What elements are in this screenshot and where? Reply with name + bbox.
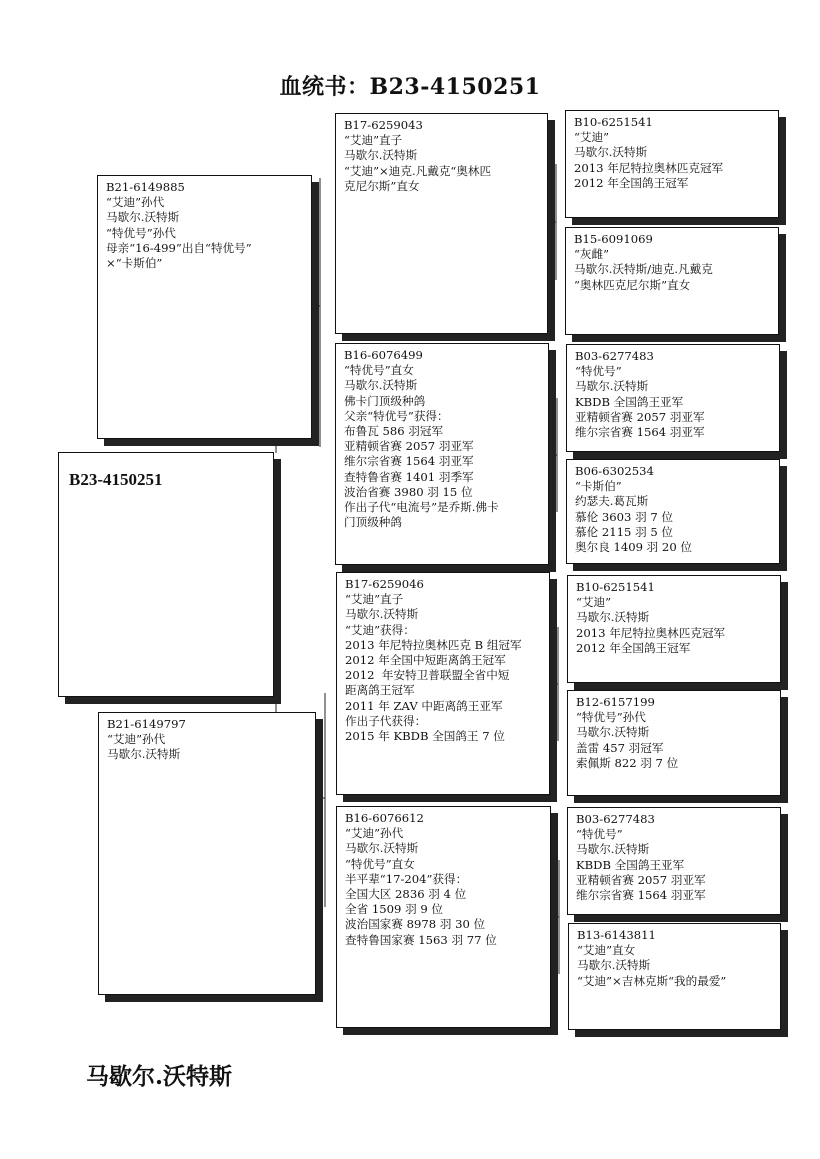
pedigree-line: 马歇尔.沃特斯	[576, 725, 650, 740]
pedigree-line: 亚精顿省赛 2057 羽亚军	[576, 872, 706, 887]
pedigree-line: 布鲁瓦 586 羽冠军	[344, 424, 444, 439]
ring-number: B17-6259046	[345, 577, 424, 591]
pedigree-line: 盖雷 457 羽冠军	[576, 740, 664, 755]
pedigree-line: 马歇尔.沃特斯	[106, 210, 180, 225]
great-grandparent-box-3	[566, 344, 780, 452]
pedigree-line: 维尔宗省赛 1564 羽亚军	[575, 425, 705, 440]
ring-number: B21-6149885	[106, 180, 185, 194]
ring-number: B03-6277483	[575, 349, 654, 363]
pedigree-line: KBDB 全国鸽王亚军	[575, 394, 684, 409]
pedigree-line: 马歇尔.沃特斯	[575, 379, 649, 394]
pedigree-line: 马歇尔.沃特斯	[344, 148, 418, 163]
pedigree-line: “艾迪”	[576, 595, 612, 610]
pedigree-line: 佛卡门顶级种鸽	[344, 393, 426, 408]
pedigree-line: “艾迪”直女	[577, 943, 636, 958]
pedigree-line: “艾迪”孙代	[107, 732, 166, 747]
pedigree-line: “艾迪”孙代	[345, 826, 404, 841]
pedigree-line: 作出子代“电流号”是乔斯.佛卡	[344, 500, 499, 515]
pedigree-line: 作出子代获得：	[345, 713, 427, 728]
great-grandparent-box-7	[567, 807, 781, 915]
great-grandparent-box-8	[568, 923, 781, 1030]
pedigree-line: 马歇尔.沃特斯	[344, 378, 418, 393]
grandparent-box-1	[335, 113, 548, 334]
pedigree-line: “特优号”直女	[344, 363, 414, 378]
pedigree-line: “艾迪”×迪克.凡戴克“奥林匹	[344, 163, 492, 178]
pedigree-line: 马歇尔.沃特斯	[345, 841, 419, 856]
pedigree-line: 马歇尔.沃特斯	[576, 842, 650, 857]
grandparent-box-2	[335, 343, 549, 565]
ring-number: B15-6091069	[574, 232, 653, 246]
pedigree-line: “特优号”	[575, 364, 622, 379]
grandparent-box-4	[336, 806, 551, 1028]
pedigree-line: 马歇尔.沃特斯/迪克.凡戴克	[574, 262, 713, 277]
pedigree-line: KBDB 全国鸽王亚军	[576, 857, 685, 872]
ring-number: B12-6157199	[576, 695, 655, 709]
pedigree-line: 2013 年尼特拉奥林匹克冠军	[576, 625, 726, 640]
pedigree-line: 索佩斯 822 羽 7 位	[576, 755, 679, 770]
pedigree-line: 2013 年尼特拉奥林匹克冠军	[574, 160, 724, 175]
pedigree-line: 查特鲁国家赛 1563 羽 77 位	[345, 932, 497, 947]
pedigree-line: 波治国家赛 8978 羽 30 位	[345, 917, 486, 932]
pedigree-line: “艾迪”直子	[344, 133, 403, 148]
great-grandparent-box-4	[566, 459, 780, 564]
breeder-name: 马歇尔.沃特斯	[86, 1063, 233, 1090]
pedigree-line: 2015 年 KBDB 全国鸽王 7 位	[345, 729, 505, 744]
pedigree-line: ×“卡斯伯”	[106, 256, 163, 271]
pedigree-line: 全国大区 2836 羽 4 位	[345, 887, 467, 902]
pedigree-line: 维尔宗省赛 1564 羽亚军	[576, 888, 706, 903]
great-grandparent-box-5	[567, 575, 781, 683]
pedigree-line: 马歇尔.沃特斯	[576, 610, 650, 625]
pedigree-line: 父亲“特优号”获得：	[344, 408, 449, 423]
pedigree-line: 半平辈“17-204”获得：	[345, 871, 468, 886]
ring-number: B13-6143811	[577, 928, 656, 942]
ring-number: B03-6277483	[576, 812, 655, 826]
pedigree-line: “特优号”直女	[345, 856, 415, 871]
great-grandparent-box-2	[565, 227, 779, 335]
pedigree-line: “艾迪”孙代	[106, 195, 165, 210]
pedigree-line: “奥林匹克尼尔斯”直女	[574, 277, 691, 292]
pedigree-line: 慕伦 3603 羽 7 位	[575, 509, 673, 524]
great-grandparent-box-6	[567, 690, 781, 796]
pedigree-line: “灰雌”	[574, 247, 610, 262]
pedigree-line: 慕伦 2115 羽 5 位	[575, 524, 673, 539]
pedigree-line: “艾迪”×吉林克斯“我的最爱”	[577, 973, 727, 988]
pedigree-line: 2012 年全国鸽王冠军	[576, 640, 691, 655]
subject-ring-number: B23-4150251	[69, 470, 163, 489]
pedigree-line: 2011 年 ZAV 中距离鸽王亚军	[345, 698, 503, 713]
pedigree-line: 波治省赛 3980 羽 15 位	[344, 484, 473, 499]
grandparent-box-3	[336, 572, 550, 795]
pedigree-line: 约瑟夫.葛瓦斯	[575, 494, 649, 509]
pedigree-line: 2012 年全国中短距离鸽王冠军	[345, 653, 506, 668]
parent-box-sire	[97, 175, 312, 439]
pedigree-line: “特优号”孙代	[106, 225, 176, 240]
ring-number: B10-6251541	[574, 115, 653, 129]
pedigree-line: 亚精顿省赛 2057 羽亚军	[344, 439, 474, 454]
pedigree-line: 亚精顿省赛 2057 羽亚军	[575, 409, 705, 424]
pedigree-line: 2012 年安特卫普联盟全省中短	[345, 668, 510, 683]
pedigree-line: 马歇尔.沃特斯	[345, 607, 419, 622]
ring-number: B17-6259043	[344, 118, 423, 132]
ring-number: B21-6149797	[107, 717, 186, 731]
ring-number: B16-6076499	[344, 348, 423, 362]
parent-box-dam	[98, 712, 316, 995]
pedigree-line: 奥尔良 1409 羽 20 位	[575, 540, 692, 555]
ring-number: B10-6251541	[576, 580, 655, 594]
pedigree-line: 距离鸽王冠军	[345, 683, 415, 698]
pedigree-line: 克尼尔斯”直女	[344, 178, 420, 193]
pedigree-line: 2012 年全国鸽王冠军	[574, 175, 689, 190]
pedigree-line: “艾迪”获得：	[345, 622, 415, 637]
pedigree-line: “特优号”孙代	[576, 710, 646, 725]
pedigree-line: “特优号”	[576, 827, 623, 842]
ring-number: B06-6302534	[575, 464, 654, 478]
pedigree-line: 维尔宗省赛 1564 羽亚军	[344, 454, 474, 469]
great-grandparent-box-1	[565, 110, 779, 218]
pedigree-line: 马歇尔.沃特斯	[107, 747, 181, 762]
pedigree-line: 全省 1509 羽 9 位	[345, 902, 443, 917]
pedigree-line: 马歇尔.沃特斯	[574, 145, 648, 160]
ring-number: B16-6076612	[345, 811, 424, 825]
pedigree-line: “艾迪”直子	[345, 592, 404, 607]
pedigree-line: 门顶级种鸽	[344, 515, 402, 530]
pedigree-line: “卡斯伯”	[575, 479, 622, 494]
pedigree-line: 2013 年尼特拉奥林匹克 B 组冠军	[345, 637, 522, 652]
pedigree-line: 马歇尔.沃特斯	[577, 958, 651, 973]
pedigree-line: “艾迪”	[574, 130, 610, 145]
pedigree-line: 查特鲁省赛 1401 羽季军	[344, 469, 474, 484]
pedigree-line: 母亲“16-499”出自“特优号”	[106, 240, 252, 255]
page-title: 血统书：B23-4150251	[279, 74, 541, 100]
